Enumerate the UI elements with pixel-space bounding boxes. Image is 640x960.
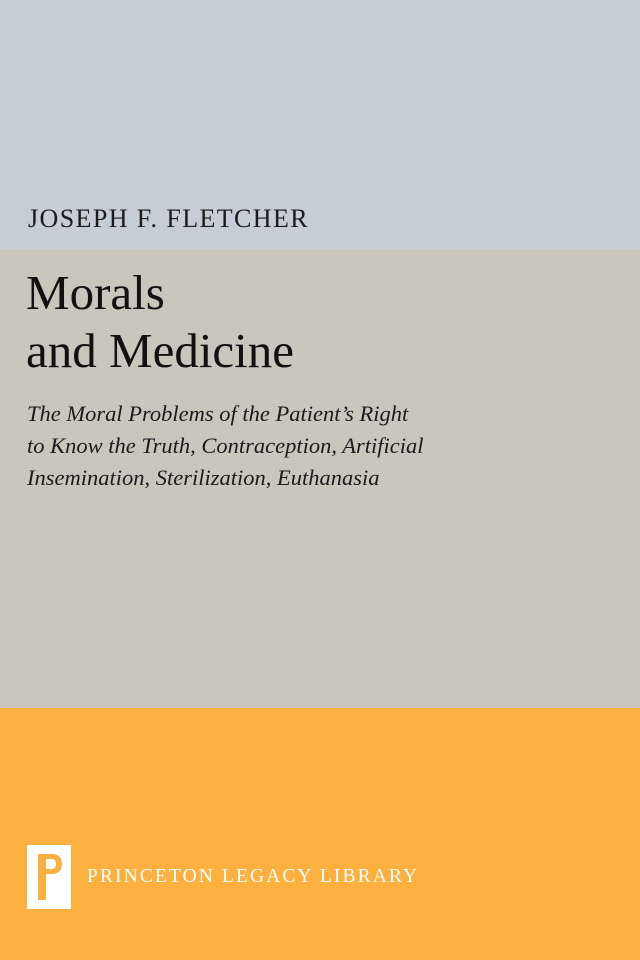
book-title: [26, 264, 586, 380]
book-subtitle-line-3: Insemination, Sterilization, Euthanasia: [27, 464, 380, 490]
princeton-press-logo-icon: [27, 845, 71, 909]
book-subtitle-line-2: to Know the Truth, Contraception, Artificial: [27, 432, 424, 458]
imprint-label: PRINCETON LEGACY LIBRARY: [87, 866, 420, 887]
accent-color-band: [0, 708, 640, 960]
publisher-imprint: [27, 845, 419, 909]
book-subtitle: [27, 398, 497, 494]
author-name: JOSEPH F. FLETCHER: [28, 204, 309, 233]
book-title-line-1: Morals: [26, 265, 165, 320]
book-subtitle-line-1: The Moral Problems of the Patient’s Right: [27, 401, 409, 426]
book-title-line-2: and Medicine: [26, 322, 295, 378]
